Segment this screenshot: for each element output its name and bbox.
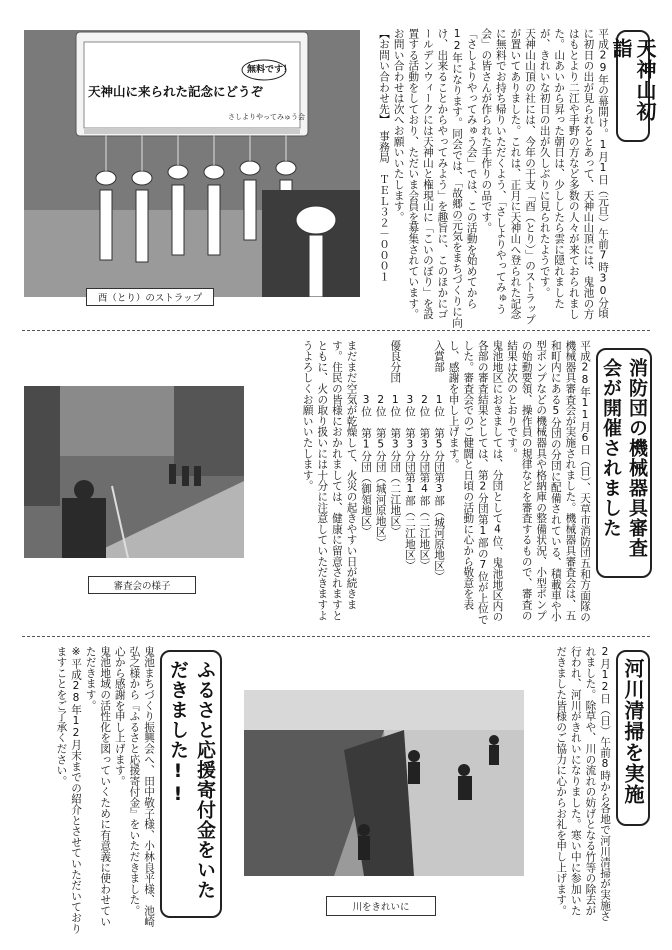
sign-badge: 無料です！	[247, 65, 293, 75]
kasen-title	[616, 650, 650, 826]
furusato-title	[160, 650, 222, 918]
divider-2	[22, 636, 650, 637]
sign-org-text: さしよりやってみゅう会	[228, 113, 305, 121]
inspection-photo-illustration	[24, 386, 244, 558]
strap-photo-illustration	[24, 30, 360, 297]
inspection-caption: 審査会の様子	[88, 576, 196, 594]
tenjin-title	[609, 30, 657, 142]
strap-photo	[24, 30, 360, 297]
furusato-title-text: ふるさと応援寄付金をいただきました!!	[167, 660, 216, 900]
furusato-body: 鬼池まちづくり振興会へ、田中敬子様、小林良平様、池崎弘之様から『ふるさと応援寄付金』をいただきました。 心から感謝を申し上げます。 鬼池地域の活性化を図っていくために有意義に使わせていただきます。 ※平成28年12月末までの紹介とさせていただいておりますことをご了承ください。	[55, 646, 155, 934]
shobo-body: 平成28年11月6日（日）、天草市消防団五和方面隊の機械器具審査会が実施されました。機械器具審査会は、五和町内にある5分団の分団に配備されている、積載車や小型ポンプなどの機械器具や格納庫の整備状況、小型ポンプの始動要領、操作員の規律などを審査するもので、審査の結果は次のとおりです。 鬼池地区におきましては、分団として4位、鬼池地区内の各部の審査結果としては、第2分団第1部の7位が上位でした。審査会でのご健闘と日頃の活動に心から敬意を表し、感謝を申し上げます。 入賞部 1位 第5分団第3部（城河原地区） 2位 第3分団第4部（二江地区） 3位 第3分団第1部（二江地区） 優良分団 1位 第3分団（二江地区） 2位 第5分団（城河原地区） 3位 第1分団（御領地区） まだまだ空気が乾燥して、火災の起きやすい日が続きます。住民の皆様におかれましては、健康に留意されますとともに、火の取り扱いには十分に注意していただきますようよろしくお願いいたします。	[301, 340, 591, 625]
tenjin-body: 平成29年の幕開け。1月1日（元旦）午前7時30分頃に初日の出が見られるとあって、天神山山頂には、鬼池の方はもとより二江や手野の方など多数の人々が来ておられました。山あいから昇った朝日は、少ししたら雲に隠れましたが、きれいな初日の出が久しぶりに見られたようです。 天神山山頂の社には、今年の干支「酉（とり）」のストラップが置いてありました。これは、正月に天神山へ登られた記念に無料でお持ち帰りいただくよう、「さしよりやってみゅう会」の皆さんが作られた手作りの品です。 「さしよりやってみゅう会」では、この活動を始めてから12年になります。同会では、「故郷の元気をまちづくりに向け、出来ることからやってみよう」を趣旨に、このほかにゴールデンウィークには天神山と権現山に「こいのぼり」を設置する活動をしており、ただいま会員を募集されています。お問い合わせは次へお願いいたします。 【お問い合わせ先】 事務局 ＴＥＬ３２－０００１	[378, 28, 609, 328]
divider-1	[22, 330, 650, 331]
strap-caption: 酉（とり）のストラップ	[86, 288, 214, 306]
river-photo-illustration	[244, 690, 524, 876]
sign-main-text: 天神山に来られた記念にどうぞ	[88, 84, 264, 99]
kasen-title-text: 河川清掃を実施	[621, 658, 645, 805]
inspection-photo	[24, 386, 244, 558]
river-photo	[244, 690, 524, 876]
shobo-title	[596, 348, 652, 578]
river-caption: 川をきれいに	[326, 896, 436, 916]
tenjin-title-text: 天神山初詣	[609, 38, 657, 122]
shobo-title-text: 消防団の機械器具審査会が開催されました	[600, 358, 648, 558]
kasen-body: 2月12日（日）午前8時から各地で河川清掃が実施されました。除草や、川の流れの妨げとなる竹等の除去が行われ、河川がきれいになりました。寒い中に参加いただきました皆様のご協力に心からお礼を申し上げます。	[555, 646, 611, 922]
